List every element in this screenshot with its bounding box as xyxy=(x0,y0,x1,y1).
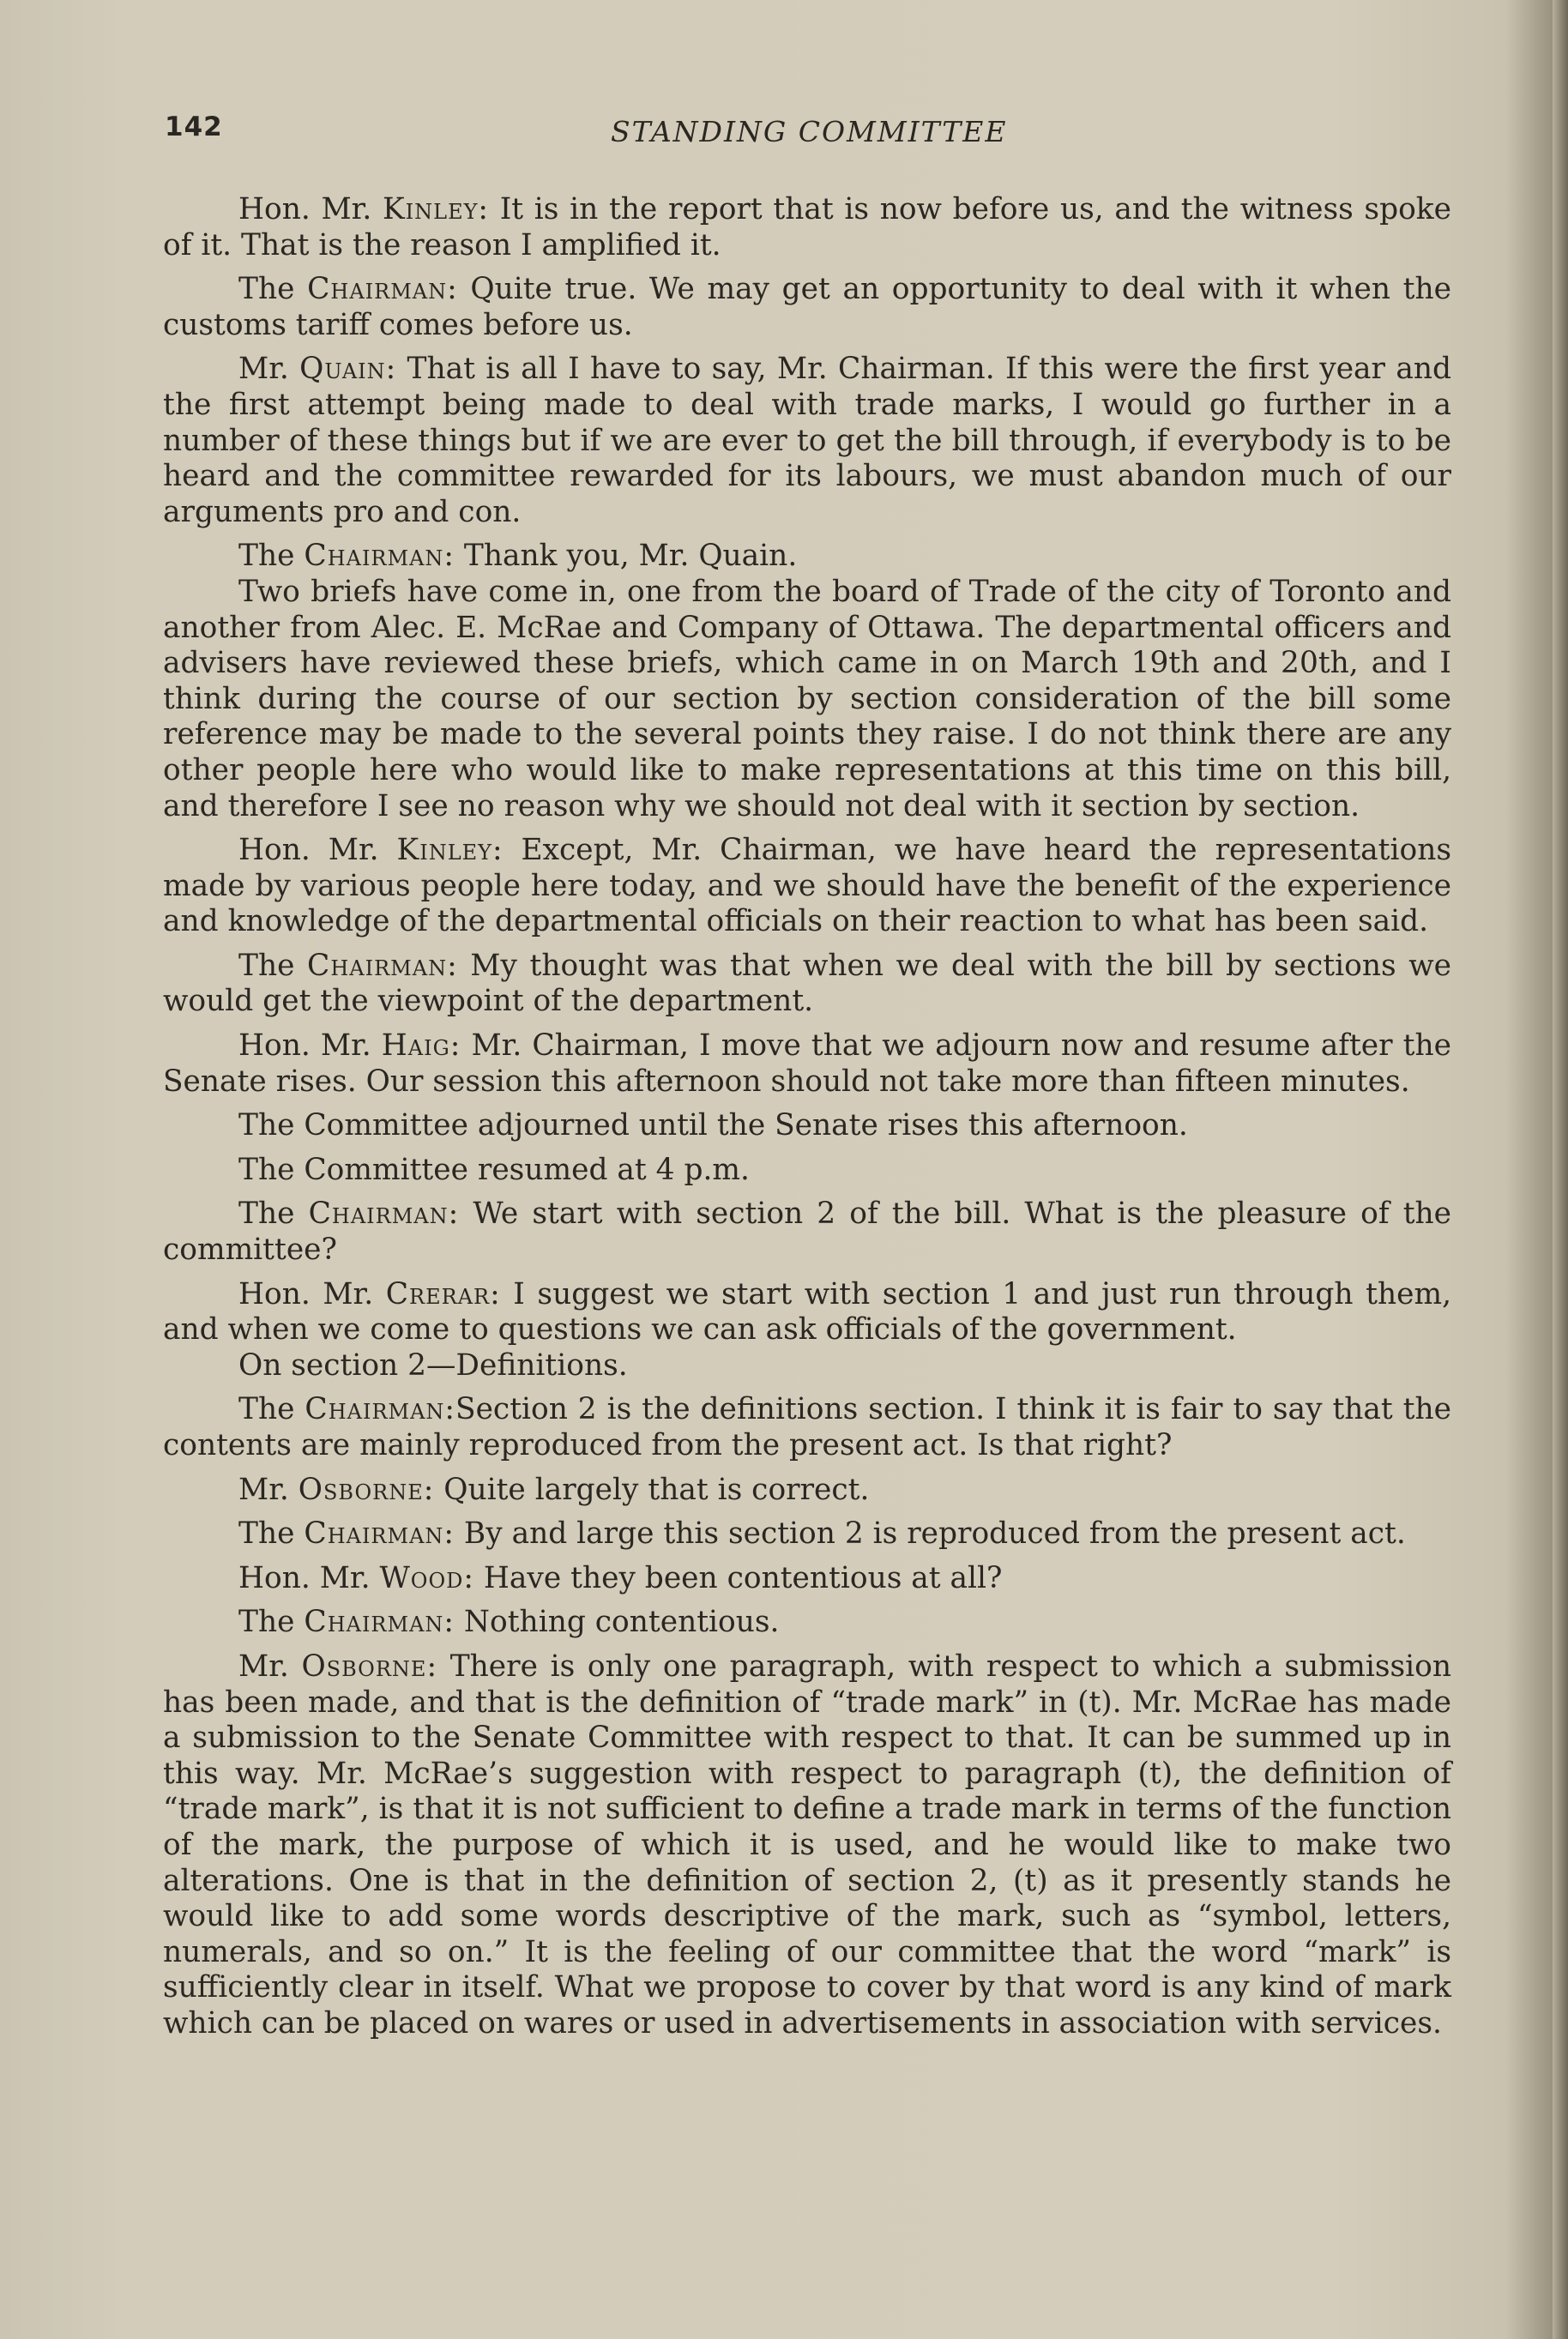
paragraph: Mr. Osborne: Quite largely that is correct. xyxy=(238,1472,870,1507)
paragraph: The Committee resumed at 4 p.m. xyxy=(238,1152,750,1187)
speaker-name: Haig: xyxy=(381,1028,461,1064)
paragraph: Mr. Osborne: There is only one paragraph, with respect to which a submission has been made, and that is the definition of “trade mark” in (t). Mr. McRae has made a submission to the Senate Committee with respect to that. It can be summed up in this way. Mr. McRae’s suggestion with respect to paragraph (t), the definition of “trade mark”, is that it is not sufficient to define a trade mark in terms of the function of the mark, the purpose of which it is used, and he would like to make two alterations. One is that in the definition of section 2, (t) as it presently stands he would like to add some words descriptive of the mark, such as “symbol, letters, numerals, and so on.” It is the feeling of our committee that the word “mark” is sufficiently clear in itself. What we propose to cover by that word is any kind of mark which can be placed on wares or used in advertisements in association with services. xyxy=(163,1649,1451,2041)
transcript-body xyxy=(163,192,1451,2051)
speaker-name: Chairman: xyxy=(307,948,458,983)
paragraph: The Chairman: Quite true. We may get an opportunity to deal with it when the customs tariff comes before us. xyxy=(163,272,1452,342)
speaker-name: Kinley: xyxy=(382,192,490,226)
speaker-name: Kinley: xyxy=(396,833,504,868)
paragraph: The Chairman: Thank you, Mr. Quain. xyxy=(238,539,798,574)
speaker-name: Chairman: xyxy=(305,1392,456,1427)
paragraph: The Chairman: My thought was that when we deal with the bill by sections we would get the viewpoint of the department. xyxy=(163,948,1452,1019)
paragraph: Hon. Mr. Haig: Mr. Chairman, I move that we adjourn now and resume after the Senate rises. Our session this afternoon should not take more than fifteen minutes. xyxy=(163,1028,1451,1099)
paragraph: On section 2—Definitions. xyxy=(238,1347,628,1383)
speaker-name: Quain: xyxy=(299,352,397,387)
paragraph: The Committee adjourned until the Senate rises this afternoon. xyxy=(238,1108,1188,1143)
paragraph: The Chairman: We start with section 2 of the bill. What is the pleasure of the committee? xyxy=(163,1197,1452,1268)
paragraph: The Chairman: By and large this section 2 is reproduced from the present act. xyxy=(238,1516,1406,1552)
paragraph: Hon. Mr. Wood: Have they been contentious at all? xyxy=(238,1560,1003,1595)
speaker-name: Osborne: xyxy=(298,1472,435,1507)
speaker-name: Crerar: xyxy=(385,1276,501,1311)
paragraph: The Chairman: Nothing contentious. xyxy=(238,1605,780,1640)
speaker-name: Chairman: xyxy=(304,1605,455,1640)
paragraph: Hon. Mr. Kinley: It is in the report that is now before us, and the witness spoke of it. That is the reason I amplified it. xyxy=(163,192,1451,262)
paragraph: Mr. Quain: That is all I have to say, Mr. Chairman. If this were the first year and the first attempt being made to deal with trade marks, I would go further in a number of these things but if we are ever to get the bill through, if everybody is to be heard and the committee rewarded for its labours, we must abandon much of our arguments pro and con. xyxy=(163,352,1451,529)
speaker-name: Wood: xyxy=(379,1560,474,1595)
speaker-name: Osborne: xyxy=(301,1649,438,1684)
speaker-name: Chairman: xyxy=(304,1516,455,1552)
running-title: STANDING COMMITTEE xyxy=(611,115,1008,148)
speaker-name: Chairman: xyxy=(304,539,455,574)
speaker-name: Chairman: xyxy=(308,1197,460,1232)
paragraph: The Chairman:Section 2 is the definitions section. I think it is fair to say that the contents are mainly reproduced from the present act. Is that right? xyxy=(163,1392,1451,1462)
speaker-name: Chairman: xyxy=(307,272,458,307)
page-edge-shadow xyxy=(1553,0,1568,2339)
page-number: 142 xyxy=(165,112,223,142)
paragraph: Hon. Mr. Kinley: Except, Mr. Chairman, we have heard the representations made by various people here today, and we should have the benefit of the experience and knowledge of the departmental officials on their reaction to what has been said. xyxy=(163,833,1451,939)
paragraph: Hon. Mr. Crerar: I suggest we start with section 1 and just run through them, and when we come to questions we can ask officials of the government. xyxy=(163,1276,1451,1347)
page-header xyxy=(165,112,1451,154)
paragraph: Two briefs have come in, one from the board of Trade of the city of Toronto and another from Alec. E. McRae and Company of Ottawa. The departmental officers and advisers have reviewed these briefs, which came in on March 19th and 20th, and I think during the course of our section by section consideration of the bill some reference may be made to the several points they raise. I do not think there are any other people here who would like to make representations at this time on this bill, and therefore I see no reason why we should not deal with it section by section. xyxy=(163,574,1451,823)
